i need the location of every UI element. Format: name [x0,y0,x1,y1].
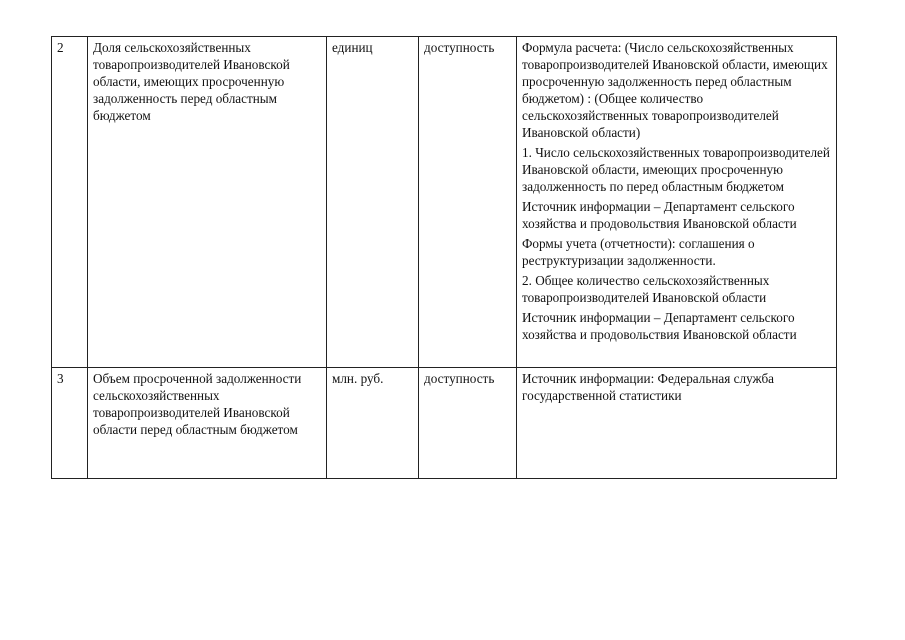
indicator-type: доступность [419,368,517,479]
row-number: 2 [52,37,88,368]
source-info-1: Источник информации – Департамент сельского хозяйства и продовольствия Ивановской области [522,199,797,231]
table-row [52,368,837,479]
table-row [52,37,837,368]
source-info-2: Источник информации – Департамент сельского хозяйства и продовольствия Ивановской области [522,310,797,342]
calculation-method [517,368,837,479]
row-number: 3 [52,368,88,479]
unit-of-measure: млн. руб. [327,368,419,479]
formula-text: Формула расчета: (Число сельскохозяйственных товаропроизводителей Ивановской области, имеющих просроченную задолженность перед областным бюджетом) : (Общее количество сельскохозяйственных товаропроизводителей Ивановской области) [522,40,828,140]
indicator-table [51,36,837,479]
calculation-method [517,37,837,368]
indicator-name: Доля сельскохозяйственных товаропроизводителей Ивановской области, имеющих просроченную задолженность перед областным бюджетом [88,37,327,368]
unit-of-measure: единиц [327,37,419,368]
indicator-name: Объем просроченной задолженности сельскохозяйственных товаропроизводителей Ивановской области перед областным бюджетом [88,368,327,479]
component-1: 1. Число сельскохозяйственных товаропроизводителей Ивановской области, имеющих просроченную задолженность по перед областным бюджетом [522,145,830,194]
reporting-forms: Формы учета (отчетности): соглашения о реструктуризации задолженности. [522,236,755,268]
indicator-type: доступность [419,37,517,368]
source-info: Источник информации: Федеральная служба государственной статистики [522,371,775,403]
component-2: 2. Общее количество сельскохозяйственных товаропроизводителей Ивановской области [522,273,770,305]
